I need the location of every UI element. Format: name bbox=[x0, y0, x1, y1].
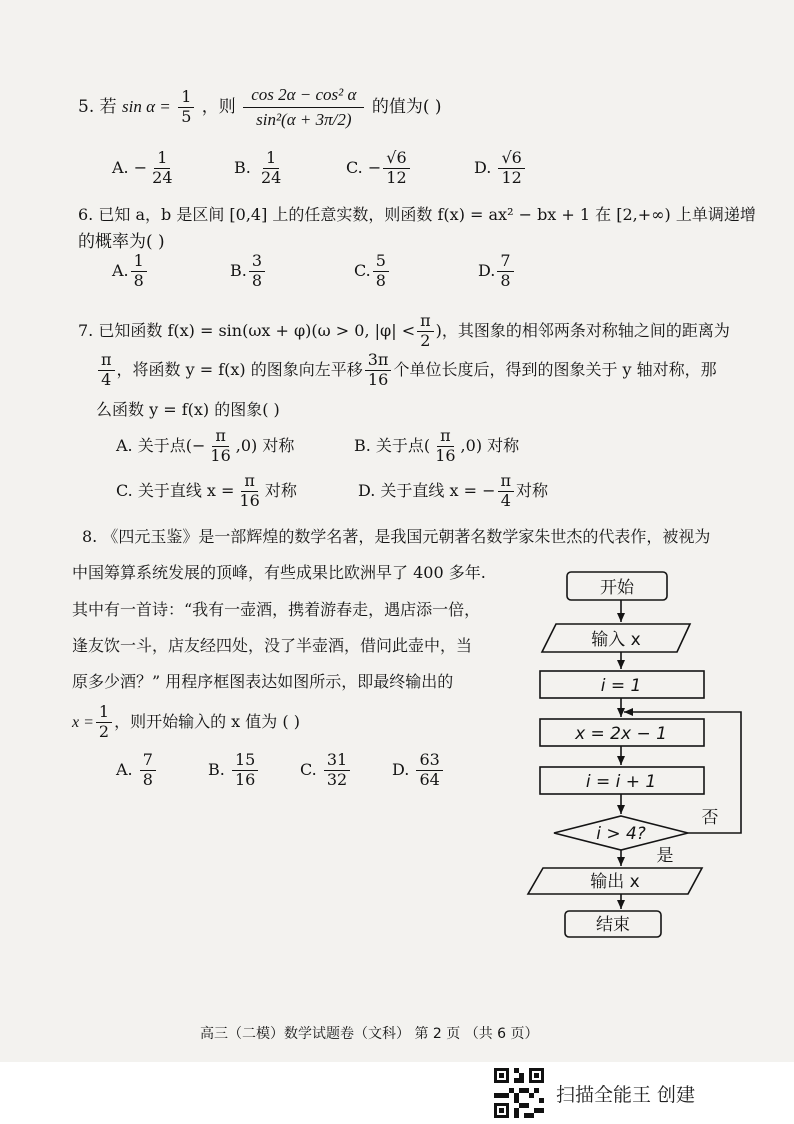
question-8-line2: 中国筹算系统发展的顶峰，有些成果比欧洲早了 400 多年. bbox=[72, 563, 486, 582]
q5-option-b[interactable]: B. $\frac{1}{24}$ bbox=[234, 148, 282, 187]
q6-option-b[interactable]: B. $\frac{3}{8}$ bbox=[230, 253, 267, 290]
q7-option-c[interactable]: C. 关于直线 x = $\frac{\pi}{16}$ 对称 bbox=[116, 471, 297, 510]
q7-option-d[interactable]: D. 关于直线 x = − $\frac{\pi}{4}$ 对称 bbox=[358, 471, 549, 510]
question-8-line1: 8. 《四元玉鉴》是一部辉煌的数学名著，是我国元朝著名数学家朱世杰的代表作，被视为 bbox=[82, 527, 711, 546]
program-flowchart bbox=[510, 560, 770, 950]
scanner-watermark-text: 扫描全能王 创建 bbox=[556, 1084, 696, 1106]
q5-option-c[interactable]: C. − $\frac{√6}{12}$ bbox=[346, 150, 412, 187]
question-5-stem bbox=[78, 86, 442, 129]
q8-option-b[interactable]: B. $\frac{15}{16}$ bbox=[208, 752, 260, 789]
question-6-line2: 的概率为( ) bbox=[78, 232, 165, 252]
flow-start-label: 开始 bbox=[600, 578, 634, 598]
flow-input-label: 输入 x bbox=[591, 630, 641, 650]
q5-option-d[interactable]: D. $\frac{√6}{12}$ bbox=[474, 150, 527, 187]
q8-option-a[interactable]: A. $\frac{7}{8}$ bbox=[116, 752, 158, 789]
question-8-line4: 逢友饮一斗，店友经四处，没了半壶酒，借问此壶中，当 bbox=[72, 636, 473, 655]
q6-option-c[interactable]: C. $\frac{5}{8}$ bbox=[354, 253, 391, 290]
flow-no-label: 否 bbox=[701, 808, 719, 828]
page-footer: 高三（二模）数学试题卷（文科） 第 2 页 （共 6 页） bbox=[200, 1026, 539, 1042]
flow-yes-label: 是 bbox=[656, 846, 674, 866]
fraction: $\frac{1}{5}$ bbox=[178, 89, 194, 126]
question-8-line5: 原多少酒？” 用程序框图表达如图所示，即最终输出的 bbox=[72, 672, 454, 691]
q5-tail: 的值为( ) bbox=[371, 96, 442, 117]
fraction-main: $\frac{\text{cos 2α − cos² α}}{\text{sin²(α + 3π/2)}}$ bbox=[243, 86, 364, 129]
q5-mid: ，则 bbox=[201, 96, 236, 117]
question-number: 5. bbox=[78, 96, 95, 117]
question-7-line3: 么函数 y = f(x) 的图象( ) bbox=[96, 400, 280, 419]
q5-lead: 若 bbox=[99, 96, 117, 117]
q5-option-a[interactable]: A. − $\frac{1}{24}$ bbox=[112, 148, 173, 187]
question-8-line3: 其中有一首诗：“我有一壶酒，携着游春走，遇店添一倍， bbox=[72, 600, 481, 619]
question-7-line2: $\frac{\pi}{4}$ ，将函数 y = f(x) 的图象向左平移 $\frac{3\pi}{16}$ 个单位长度后，得到的图象关于 y 轴对称，那 bbox=[96, 352, 717, 389]
flow-end-label: 结束 bbox=[596, 915, 630, 935]
flow-output-label: 输出 x bbox=[590, 872, 640, 892]
flow-step2-label: i = i + 1 bbox=[585, 772, 657, 792]
flow-init-label: i = 1 bbox=[600, 676, 642, 696]
flow-condition-label: i > 4? bbox=[596, 824, 646, 844]
question-6-line1: 6. 已知 a，b 是区间 [0,4] 上的任意实数，则函数 f(x) = ax² − bx + 1 在 [2,+∞) 上单调递增 bbox=[78, 205, 756, 224]
flow-step1-label: x = 2x − 1 bbox=[575, 724, 667, 744]
q6-option-d[interactable]: D. $\frac{7}{8}$ bbox=[478, 253, 516, 290]
q7-option-b[interactable]: B. 关于点( $\frac{\pi}{16}$ ,0) 对称 bbox=[354, 426, 520, 465]
question-8-line6: x = $\frac{1}{2}$ ，则开始输入的 x 值为 ( ) bbox=[72, 702, 300, 741]
qr-code-icon bbox=[494, 1068, 544, 1118]
q6-option-a[interactable]: A. $\frac{1}{8}$ bbox=[112, 253, 149, 290]
q8-option-d[interactable]: D. $\frac{63}{64}$ bbox=[392, 752, 445, 789]
q7-option-a[interactable]: A. 关于点(− $\frac{\pi}{16}$ ,0) 对称 bbox=[116, 426, 295, 465]
q8-option-c[interactable]: C. $\frac{31}{32}$ bbox=[300, 752, 352, 789]
q5-sin-expr: sin α = bbox=[122, 96, 171, 116]
question-7-line1: 7. 已知函数 f(x) = sin(ωx + φ)(ω > 0, |φ| < $\frac{\pi}{2}$ )，其图象的相邻两条对称轴之间的距离为 bbox=[78, 311, 730, 350]
